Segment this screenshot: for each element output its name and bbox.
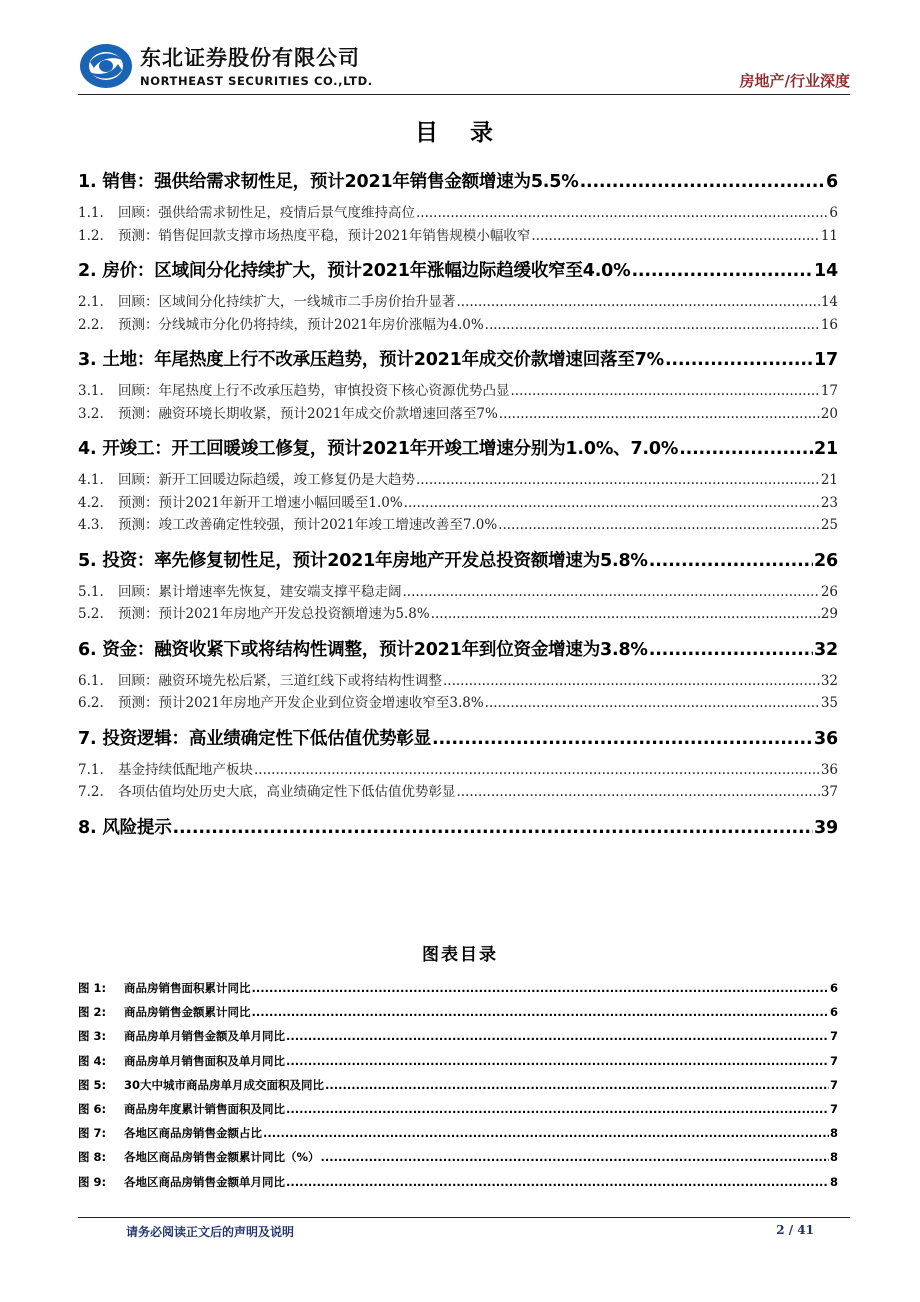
figure-entry[interactable] [78, 1004, 838, 1028]
toc-chapter-label [78, 814, 172, 839]
dot-leader [173, 818, 814, 838]
figure-entry-text: 商品房单月销售面积及单月同比 [124, 1053, 285, 1068]
figure-entry-number: 图 9: [78, 1174, 107, 1189]
toc-subsection-text: 预测：融资环境长期收紧，预计2021年成交价款增速回落至7% [118, 405, 498, 422]
toc-subsection-number: 5.1. [78, 583, 104, 600]
toc-subsection[interactable] [78, 691, 838, 714]
dot-leader [498, 517, 820, 533]
toc-chapter-text: 8. 风险提示 [78, 817, 172, 838]
toc-chapter-label [78, 168, 579, 193]
toc-subsection-text: 回顾：新开工回暖边际趋缓，竣工修复仍是大趋势 [118, 472, 415, 488]
figure-entry-label [78, 1077, 324, 1093]
toc-chapter-page: 6 [826, 172, 838, 192]
toc-subsection-label [78, 468, 415, 488]
toc-subsection-text: 回顾：融资环境先松后紧，三道红线下或将结构性调整 [118, 672, 442, 689]
dot-leader [432, 729, 813, 749]
dot-leader [457, 294, 820, 310]
toc-subsection-page: 32 [820, 672, 838, 689]
figure-entry-text: 商品房单月销售金额及单月同比 [124, 1029, 285, 1044]
toc-subsection[interactable] [78, 669, 838, 692]
figure-entry-text: 商品房销售面积累计同比 [124, 981, 251, 995]
figure-entry-label [78, 1174, 285, 1190]
figure-entry-page: 6 [829, 1005, 838, 1020]
dot-leader [511, 383, 820, 399]
figure-entry-label [78, 1149, 320, 1165]
dot-leader [286, 1175, 829, 1189]
figure-entry-number: 图 7: [78, 1126, 107, 1141]
toc-subsection-number: 5.2. [78, 606, 104, 622]
figure-entry[interactable] [78, 1077, 838, 1101]
toc-subsection[interactable] [78, 491, 838, 514]
toc-chapter[interactable] [78, 168, 838, 192]
toc-subsection-page: 20 [820, 405, 838, 422]
toc-subsection-number: 1.1. [78, 205, 104, 221]
toc-subsection-label [78, 201, 415, 221]
figure-entry-page: 7 [829, 1077, 838, 1092]
dot-leader [416, 205, 828, 221]
toc-chapter-page: 36 [814, 728, 838, 749]
toc-subsection-number: 4.1. [78, 472, 104, 488]
dot-leader [252, 1005, 829, 1019]
toc-subsection-label [78, 669, 442, 689]
dot-leader [286, 1102, 829, 1116]
figure-entry-page: 7 [829, 1029, 838, 1044]
toc-subsection[interactable] [78, 379, 838, 402]
toc-chapter-label [78, 435, 678, 460]
page-number: 2 / 41 [776, 1223, 814, 1237]
figure-entry-text: 商品房销售金额累计同比 [124, 1005, 251, 1020]
toc-subsection-label [78, 491, 403, 511]
toc-chapter-text: 4. 开竣工：开工回暖竣工修复，预计2021年开竣工增速分别为1.0%、7.0% [78, 439, 679, 459]
toc-subsection[interactable] [78, 580, 838, 603]
figure-entry[interactable] [78, 1028, 838, 1052]
figure-entry[interactable] [78, 1149, 838, 1173]
figure-entry[interactable] [78, 1125, 838, 1149]
footer-divider [78, 1217, 850, 1218]
toc-subsection-page: 29 [820, 606, 838, 622]
toc-subsection-page: 36 [820, 761, 838, 778]
section-label: 房地产/行业深度 [739, 72, 850, 90]
toc-subsection-text: 预测：预计2021年房地产开发企业到位资金增速收窄至3.8% [118, 695, 484, 711]
toc-subsection-label [78, 379, 510, 399]
figure-entry-label [78, 1053, 285, 1069]
header-divider [78, 94, 850, 95]
figure-entry-text: 商品房年度累计销售面积及同比 [124, 1101, 285, 1116]
company-logo-icon [78, 42, 134, 90]
toc-chapter[interactable] [78, 346, 838, 370]
dot-leader [286, 1029, 829, 1043]
toc-subsection-text: 回顾：区域间分化持续扩大，一线城市二手房价抬升显著 [118, 294, 456, 310]
toc-subsection-label [78, 224, 530, 244]
toc-subsection-text: 回顾：累计增速率先恢复，建安端支撑平稳走阔 [118, 583, 402, 600]
dot-leader [404, 495, 820, 511]
figure-entry-label [78, 1125, 262, 1141]
toc-subsection-label [78, 290, 456, 310]
toc-subsection[interactable] [78, 780, 838, 803]
dot-leader [431, 606, 820, 622]
toc-chapter[interactable] [78, 547, 838, 571]
toc-subsection-number: 6.2. [78, 695, 104, 711]
toc-subsection-number: 1.2. [78, 227, 104, 244]
toc-subsection-number: 6.1. [78, 672, 104, 689]
figure-entry-text: 各地区商品房销售金额单月同比 [124, 1174, 285, 1189]
toc-chapter-page: 21 [814, 439, 838, 459]
toc-subsection-page: 16 [820, 316, 838, 333]
figure-entry-label [78, 1004, 251, 1020]
figure-entry-number: 图 1: [78, 981, 107, 995]
figure-entry-page: 8 [829, 1126, 838, 1141]
toc-subsection-page: 21 [820, 472, 838, 488]
toc-subsection[interactable] [78, 290, 838, 313]
figure-entry-number: 图 8: [78, 1150, 107, 1165]
figure-entry-text: 各地区商品房销售金额累计同比（%） [124, 1150, 320, 1165]
figure-entry-page: 6 [829, 981, 838, 995]
toc-title: 目 录 [414, 120, 505, 146]
dot-leader [443, 673, 820, 689]
dot-leader [531, 228, 819, 244]
dot-leader [286, 1054, 829, 1068]
toc-subsection[interactable] [78, 313, 838, 336]
figure-entry[interactable] [78, 1053, 838, 1077]
toc-subsection-number: 7.2. [78, 784, 104, 800]
page-header [78, 40, 850, 92]
toc-chapter-text: 5. 投资：率先修复韧性足，预计2021年房地产开发总投资额增速为5.8% [78, 550, 648, 571]
dot-leader [649, 640, 813, 660]
toc-subsection-text: 预测：分线城市分化仍将持续，预计2021年房价涨幅为4.0% [118, 316, 484, 333]
figure-list-title: 图表目录 [422, 945, 498, 965]
toc-chapter-label [78, 346, 664, 371]
dot-leader [665, 350, 813, 370]
toc-subsection-text: 预测：预计2021年房地产开发总投资额增速为5.8% [118, 606, 430, 622]
toc-chapter-page: 32 [814, 639, 838, 660]
toc-chapter-page: 26 [814, 550, 838, 571]
toc-subsection-page: 23 [820, 494, 838, 511]
figure-entry-label [78, 1101, 285, 1117]
toc-chapter-text: 2. 房价：区域间分化持续扩大，预计2021年涨幅边际趋缓收窄至4.0% [78, 261, 631, 281]
toc-subsection[interactable] [78, 402, 838, 425]
table-of-contents [78, 160, 838, 847]
toc-subsection-text: 各项估值均处历史大底，高业绩确定性下低估值优势彰显 [118, 784, 456, 800]
toc-subsection-page: 35 [820, 695, 838, 711]
toc-subsection-text: 预测：竣工改善确定性较强，预计2021年竣工增速改善至7.0% [118, 517, 498, 533]
figure-entry-number: 图 6: [78, 1101, 107, 1116]
dot-leader [254, 762, 820, 778]
figure-entry-page: 8 [829, 1150, 838, 1165]
toc-chapter[interactable] [78, 636, 838, 660]
toc-subsection-number: 2.2. [78, 316, 104, 333]
company-name-cn: 东北证券股份有限公司 [140, 46, 360, 70]
toc-subsection-text: 基金持续低配地产板块 [118, 761, 253, 778]
dot-leader [631, 261, 813, 281]
figure-entry-label [78, 1028, 285, 1044]
toc-subsection-label [78, 780, 456, 800]
figure-entry-number: 图 4: [78, 1053, 107, 1068]
toc-subsection[interactable] [78, 602, 838, 625]
toc-chapter-text: 1. 销售：强供给需求韧性足，预计2021年销售金额增速为5.5% [78, 172, 579, 192]
toc-chapter[interactable] [78, 435, 838, 459]
dot-leader [499, 406, 820, 422]
dot-leader [485, 695, 820, 711]
figure-entry-text: 各地区商品房销售金额占比 [124, 1126, 262, 1141]
figure-entry-text: 30大中城市商品房单月成交面积及同比 [124, 1077, 325, 1092]
dot-leader [457, 784, 820, 800]
dot-leader [403, 584, 820, 600]
toc-subsection-number: 4.3. [78, 517, 104, 533]
dot-leader [325, 1078, 829, 1092]
figure-entry-number: 图 3: [78, 1029, 107, 1044]
dot-leader [580, 172, 825, 192]
toc-subsection[interactable] [78, 758, 838, 781]
toc-subsection[interactable] [78, 513, 838, 536]
figure-entry-number: 图 5: [78, 1077, 107, 1092]
toc-subsection-page: 25 [820, 517, 838, 533]
toc-subsection-label [78, 313, 484, 333]
figure-entry[interactable] [78, 1174, 838, 1198]
toc-chapter[interactable] [78, 257, 838, 281]
toc-subsection-text: 预测：销售促回款支撑市场热度平稳，预计2021年销售规模小幅收窄 [118, 227, 531, 244]
toc-subsection-label [78, 580, 402, 600]
toc-subsection-number: 3.2. [78, 405, 104, 422]
dot-leader [252, 981, 829, 995]
toc-subsection-label [78, 513, 497, 533]
figure-entry[interactable] [78, 980, 838, 1004]
toc-subsection[interactable] [78, 224, 838, 247]
toc-subsection-number: 4.2. [78, 494, 104, 511]
figure-entry-page: 7 [829, 1053, 838, 1068]
figure-list [78, 980, 838, 1198]
toc-subsection-text: 回顾：年尾热度上行不改承压趋势，审慎投资下核心资源优势凸显 [118, 383, 510, 399]
figure-entry-number: 图 2: [78, 1005, 107, 1020]
toc-subsection-page: 14 [820, 294, 838, 310]
figure-entry-page: 8 [829, 1174, 838, 1189]
toc-chapter-page: 39 [814, 817, 838, 838]
toc-subsection-number: 7.1. [78, 761, 104, 778]
toc-subsection-number: 2.1. [78, 294, 104, 310]
dot-leader [263, 1126, 829, 1140]
toc-chapter-label [78, 547, 648, 572]
dot-leader [321, 1150, 829, 1164]
toc-subsection-text: 回顾：强供给需求韧性足，疫情后景气度维持高位 [118, 205, 415, 221]
figure-entry[interactable] [78, 1101, 838, 1125]
toc-chapter-text: 3. 土地：年尾热度上行不改承压趋势，预计2021年成交价款增速回落至7% [78, 350, 664, 370]
toc-subsection-page: 17 [820, 383, 838, 399]
figure-entry-page: 7 [829, 1101, 838, 1116]
toc-subsection-page: 37 [820, 784, 838, 800]
toc-subsection-page: 11 [820, 227, 838, 244]
toc-subsection-label [78, 691, 484, 711]
dot-leader [679, 439, 813, 459]
toc-subsection-label [78, 758, 253, 778]
toc-chapter-page: 17 [814, 350, 838, 370]
company-name-en: NORTHEAST SECURITIES CO.,LTD. [140, 74, 373, 88]
toc-chapter-label [78, 257, 630, 282]
toc-subsection[interactable] [78, 201, 838, 224]
toc-chapter-page: 14 [814, 261, 838, 281]
figure-entry-label [78, 980, 251, 996]
toc-chapter[interactable] [78, 725, 838, 749]
toc-chapter-text: 6. 资金：融资收紧下或将结构性调整，预计2021年到位资金增速为3.8% [78, 639, 648, 660]
toc-subsection-page: 6 [829, 205, 838, 221]
toc-subsection-label [78, 602, 430, 622]
footer-disclaimer: 请务必阅读正文后的声明及说明 [126, 1225, 295, 1239]
toc-chapter-label [78, 636, 648, 661]
toc-chapter[interactable] [78, 814, 838, 838]
dot-leader [649, 551, 813, 571]
toc-subsection-page: 26 [820, 583, 838, 600]
toc-subsection-text: 预测：预计2021年新开工增速小幅回暖至1.0% [118, 494, 403, 511]
dot-leader [485, 317, 820, 333]
toc-subsection-label [78, 402, 498, 422]
toc-chapter-text: 7. 投资逻辑：高业绩确定性下低估值优势彰显 [78, 728, 432, 749]
toc-subsection[interactable] [78, 468, 838, 491]
toc-subsection-number: 3.1. [78, 383, 104, 399]
toc-chapter-label [78, 725, 431, 750]
dot-leader [416, 472, 820, 488]
